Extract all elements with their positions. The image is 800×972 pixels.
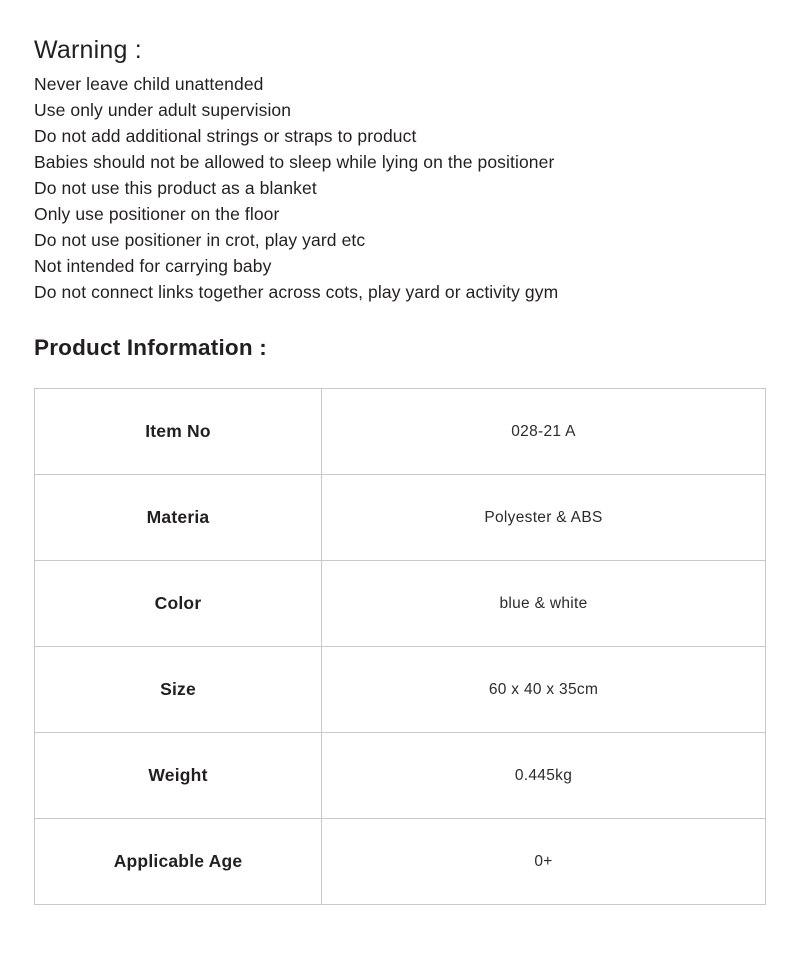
table-row [35, 733, 766, 819]
warning-item: Do not connect links together across cots, play yard or activity gym [34, 282, 559, 302]
spec-value: 0+ [322, 819, 766, 905]
spec-label: Size [35, 647, 322, 733]
spec-label: Color [35, 561, 322, 647]
spec-value: Polyester & ABS [322, 475, 766, 561]
product-information-heading: Product Information : [34, 335, 267, 360]
warning-item: Do not add additional strings or straps to product [34, 126, 417, 146]
warning-item: Use only under adult supervision [34, 100, 292, 120]
spec-value: blue & white [322, 561, 766, 647]
table-row [35, 647, 766, 733]
spec-value: 0.445kg [322, 733, 766, 819]
product-specification-table [34, 388, 766, 905]
table-row [35, 389, 766, 475]
warning-heading: Warning : [34, 36, 142, 64]
spec-label: Applicable Age [35, 819, 322, 905]
warning-item: Babies should not be allowed to sleep while lying on the positioner [34, 152, 555, 172]
warning-item: Not intended for carrying baby [34, 256, 272, 276]
spec-label: Materia [35, 475, 322, 561]
spec-label: Weight [35, 733, 322, 819]
table-row [35, 819, 766, 905]
spec-value: 60 x 40 x 35cm [322, 647, 766, 733]
warning-item: Do not use this product as a blanket [34, 178, 317, 198]
warning-list [34, 71, 766, 305]
warning-item: Only use positioner on the floor [34, 204, 280, 224]
warning-item: Do not use positioner in crot, play yard etc [34, 230, 366, 250]
table-row [35, 475, 766, 561]
spec-label: Item No [35, 389, 322, 475]
spec-value: 028-21 A [322, 389, 766, 475]
table-row [35, 561, 766, 647]
warning-item: Never leave child unattended [34, 74, 264, 94]
